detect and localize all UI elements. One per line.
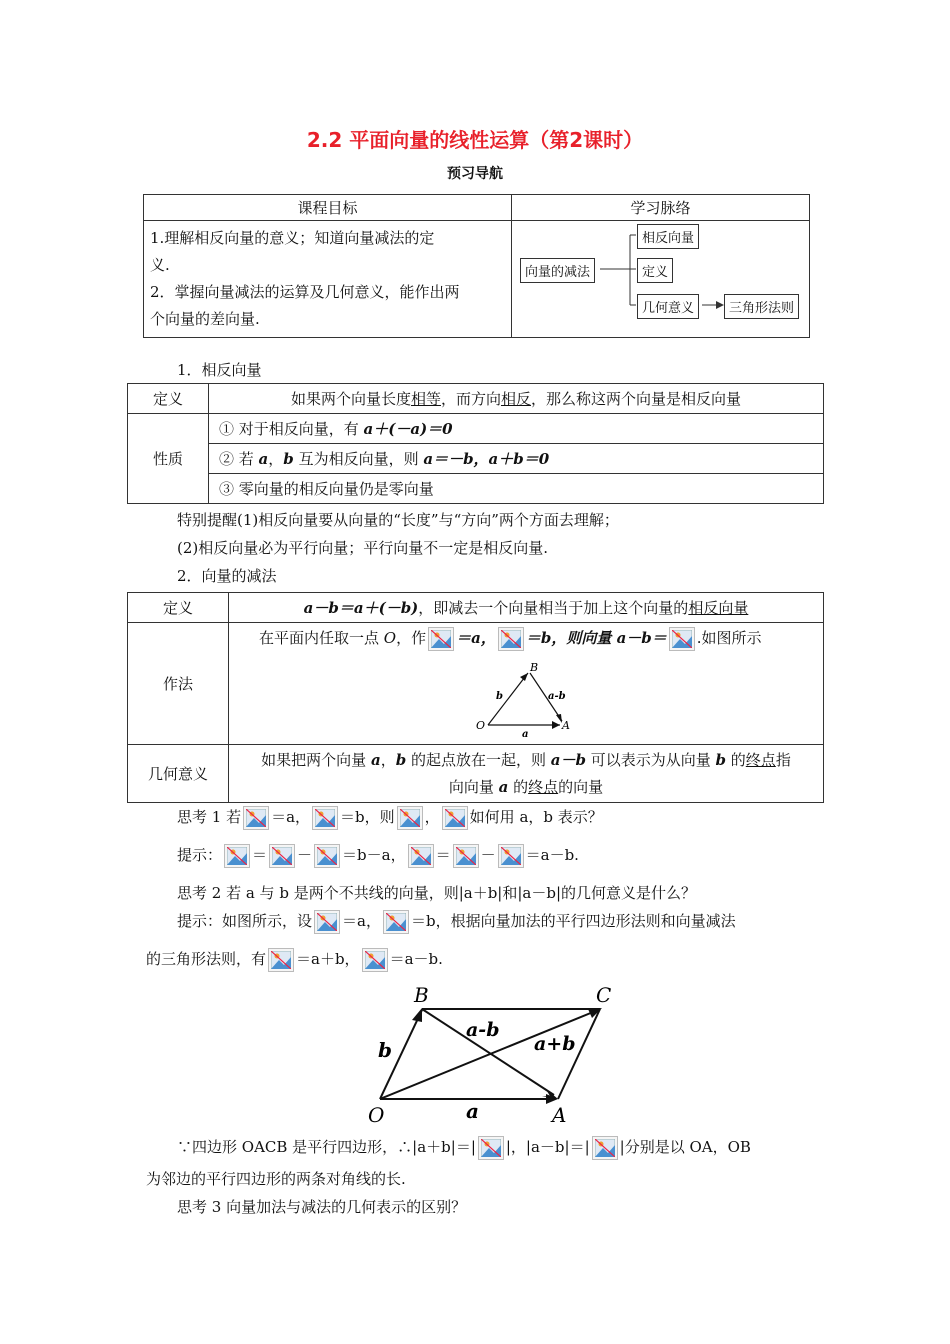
goal-2b: 个向量的差向量. (150, 310, 260, 328)
t2-method-line (259, 627, 762, 651)
big-fig-O: O (368, 1103, 385, 1127)
small-fig-A: A (562, 719, 570, 732)
t2-geo-u1: 终点 (745, 750, 776, 769)
think2-hint-pre: 提示：如图所示，设 (177, 912, 313, 930)
t1-def-u1: 相等 (410, 390, 441, 408)
t1-def-mid: ，而方向 (440, 390, 501, 408)
goal-1a: 1.理解相反向量的意义；知道向量减法的定 (150, 229, 435, 247)
think1-hint-eq3: ＝ (435, 846, 451, 864)
t1-def-pre: 如果两个向量长度 (290, 390, 411, 408)
think1-q-eq-a: ＝a， (271, 808, 311, 826)
small-fig-ab: a-b (548, 691, 566, 702)
think2-hint2-eq1: ＝a＋b， (296, 950, 360, 968)
t2-method-eq-b: ＝b，则向量 (525, 629, 617, 647)
think1-hint-minus: － (297, 846, 313, 864)
t2-method-eq-a: ＝a， (456, 629, 496, 647)
small-fig-b: b (496, 691, 503, 702)
think2-hint-eq-a: ＝a， (342, 912, 381, 930)
t1-prop-label: 性质 (128, 414, 209, 504)
t1-prop-2 (209, 444, 824, 474)
big-fig-apb: a+b (534, 1033, 576, 1055)
conclusion-l1-pre: ∵四边形 OACB 是平行四边形，∴|a＋b|＝| (177, 1138, 476, 1156)
small-fig-a: a (522, 729, 529, 739)
vector-OA-icon (428, 627, 454, 651)
t1-p1-pre: ① 对于相反向量，有 (219, 420, 364, 438)
t2-geo-label: 几何意义 (128, 745, 229, 803)
flow-definition: 定义 (637, 258, 673, 283)
vector-BA-icon (442, 806, 468, 830)
section-subtitle: 预习导航 (447, 166, 503, 182)
small-fig-O: O (476, 719, 486, 732)
flow-root: 向量的减法 (520, 258, 595, 283)
think2-hint2-pre: 的三角形法则，有 (146, 950, 267, 968)
t2-geo-1e: 的 (726, 750, 746, 769)
t1-p1-expr: a＋(－a)＝0 (363, 420, 453, 438)
t2-method-label: 作法 (128, 623, 229, 745)
t2-def-u: 相反向量 (688, 599, 749, 617)
think-2-hint-1 (177, 910, 736, 934)
think1-q-comma: ， (424, 808, 440, 826)
conclusion-l1-post: |分别是以 OA，OB (619, 1138, 751, 1156)
vector-OC-icon (478, 1136, 504, 1160)
think-2-question: 思考 2 若 a 与 b 是两个不共线的向量，则|a＋b|和|a－b|的几何意义是什么？ (177, 884, 697, 902)
conclusion-l1-mid: |，|a－b|＝| (505, 1138, 590, 1156)
goals-table (143, 194, 810, 338)
t2-geo-b2: b (715, 750, 727, 769)
vector-BA-icon (669, 627, 695, 651)
vector-OB-icon (498, 627, 524, 651)
think-3-question: 思考 3 向量加法与减法的几何表示的区别？ (177, 1198, 467, 1216)
think1-hint-eq4: ＝a－b. (525, 846, 579, 864)
vector-OA-icon (453, 844, 479, 868)
conclusion-line-1 (177, 1136, 751, 1160)
page-title: 2.2 平面向量的线性运算（第2课时） (306, 128, 644, 152)
goal-1b: 义. (150, 256, 170, 274)
think1-q-pre: 思考 1 若 (177, 808, 242, 826)
t1-prop-3: ③ 零向量的相反向量仍是零向量 (209, 474, 824, 504)
flow-cell (512, 221, 810, 338)
section-2-heading: 2．向量的减法 (177, 567, 277, 585)
big-fig-b: b (378, 1038, 392, 1062)
t2-geo-ab: a－b (550, 750, 586, 769)
vector-OB-icon (269, 844, 295, 868)
vector-OC-icon (268, 948, 294, 972)
t2-geo-1c: 的起点放在一起，则 (406, 750, 551, 769)
t1-def-label: 定义 (128, 384, 209, 414)
t2-method-O: O (383, 629, 397, 647)
t2-geo-1f: 指 (775, 750, 791, 769)
t2-geo-2b: 的 (508, 777, 529, 796)
think1-q-post: 如何用 a，b 表示？ (469, 808, 603, 826)
t1-p2-mid: 互为相反向量，则 (293, 450, 424, 468)
t2-method-zuo: ，作 (396, 629, 427, 647)
t1-def-u2: 相反 (501, 390, 532, 408)
think1-hint-eq1: ＝ (252, 846, 268, 864)
think-2-hint-2 (146, 948, 443, 972)
big-fig-amb: a-b (466, 1019, 500, 1041)
flow-opposite-vector: 相反向量 (637, 224, 699, 249)
t1-p2-sep: ， (268, 450, 284, 468)
t1-p2-a: a (258, 450, 269, 468)
think-1-question (177, 806, 603, 830)
vector-OA-icon (314, 844, 340, 868)
tip-2: (2)相反向量必为平行向量；平行向量不一定是相反向量. (177, 539, 549, 557)
goal-2a: 2．掌握向量减法的运算及几何意义，能作出两 (150, 283, 460, 301)
t2-geo-2c: 的向量 (558, 777, 604, 796)
think2-hint2-eq2: ＝a－b. (389, 950, 443, 968)
vector-OA-icon (314, 910, 340, 934)
t2-geo-1a: 如果把两个向量 (261, 750, 371, 769)
vector-OB-icon (498, 844, 524, 868)
t2-def-expr: a－b＝a＋(－b) (303, 599, 419, 617)
parallelogram-figure (362, 982, 642, 1132)
t2-def-label: 定义 (128, 593, 229, 623)
vector-BA-icon (362, 948, 388, 972)
think1-hint-eq2: ＝b－a， (342, 846, 406, 864)
t2-def-text: ，即减去一个向量相当于加上这个向量的 (418, 599, 689, 617)
tip-1: 特别提醒(1)相反向量要从向量的“长度”与“方向”两个方面去理解； (177, 511, 619, 529)
big-fig-C: C (596, 983, 612, 1007)
t1-p2-expr: a＝－b，a＋b＝0 (423, 450, 550, 468)
t1-def-post: ，那么称这两个向量是相反向量 (531, 390, 742, 408)
goals-cell (144, 221, 512, 338)
think-1-hint (177, 844, 579, 868)
t2-geo-line2 (230, 774, 822, 801)
t2-method-post: .如图所示 (696, 629, 762, 647)
t2-geo-a2: a (498, 777, 509, 796)
t2-def-cell (229, 593, 824, 623)
t2-geo-a: a (370, 750, 381, 769)
flow-header: 学习脉络 (512, 195, 810, 221)
t2-geo-1b: ， (380, 750, 396, 769)
t1-p2-b: b (283, 450, 294, 468)
vector-OB-icon (383, 910, 409, 934)
vector-AB-icon (224, 844, 250, 868)
opposite-vector-table (127, 383, 824, 504)
think1-hint-minus2: － (480, 846, 496, 864)
vector-BA-icon (408, 844, 434, 868)
goals-header: 课程目标 (144, 195, 512, 221)
think1-hint-pre: 提示： (177, 846, 223, 864)
vector-OB-icon (312, 806, 338, 830)
big-fig-a: a (466, 1099, 479, 1123)
vector-AB-icon (397, 806, 423, 830)
t2-geo-b: b (395, 750, 407, 769)
t1-prop-1 (209, 414, 824, 444)
vector-BA-icon (592, 1136, 618, 1160)
small-fig-B: B (530, 661, 539, 674)
think1-q-eq-b: ＝b，则 (340, 808, 395, 826)
t2-geo-1d: 可以表示为从向量 (585, 750, 716, 769)
t2-geo-cell (229, 745, 824, 803)
t2-geo-2a: 向向量 (448, 777, 499, 796)
t2-method-cell (229, 623, 824, 745)
triangle-figure (472, 659, 602, 739)
subtraction-table (127, 592, 824, 803)
t2-geo-u2: 终点 (528, 777, 559, 796)
t2-method-ab: a－b＝ (616, 629, 667, 647)
big-fig-A: A (552, 1103, 567, 1127)
vector-OA-icon (243, 806, 269, 830)
t1-p2-pre: ② 若 (219, 450, 259, 468)
big-fig-B: B (414, 983, 429, 1007)
t1-def-cell (209, 384, 824, 414)
think2-hint-eq-b: ＝b，根据向量加法的平行四边形法则和向量减法 (410, 912, 736, 930)
t2-method-pre: 在平面内任取一点 (259, 629, 384, 647)
section-1-heading: 1．相反向量 (177, 361, 262, 379)
flow-triangle-rule: 三角形法则 (724, 294, 799, 319)
conclusion-line-2: 为邻边的平行四边形的两条对角线的长. (146, 1170, 406, 1188)
flow-geometric-meaning: 几何意义 (637, 294, 699, 319)
t2-geo-line1 (230, 747, 822, 774)
